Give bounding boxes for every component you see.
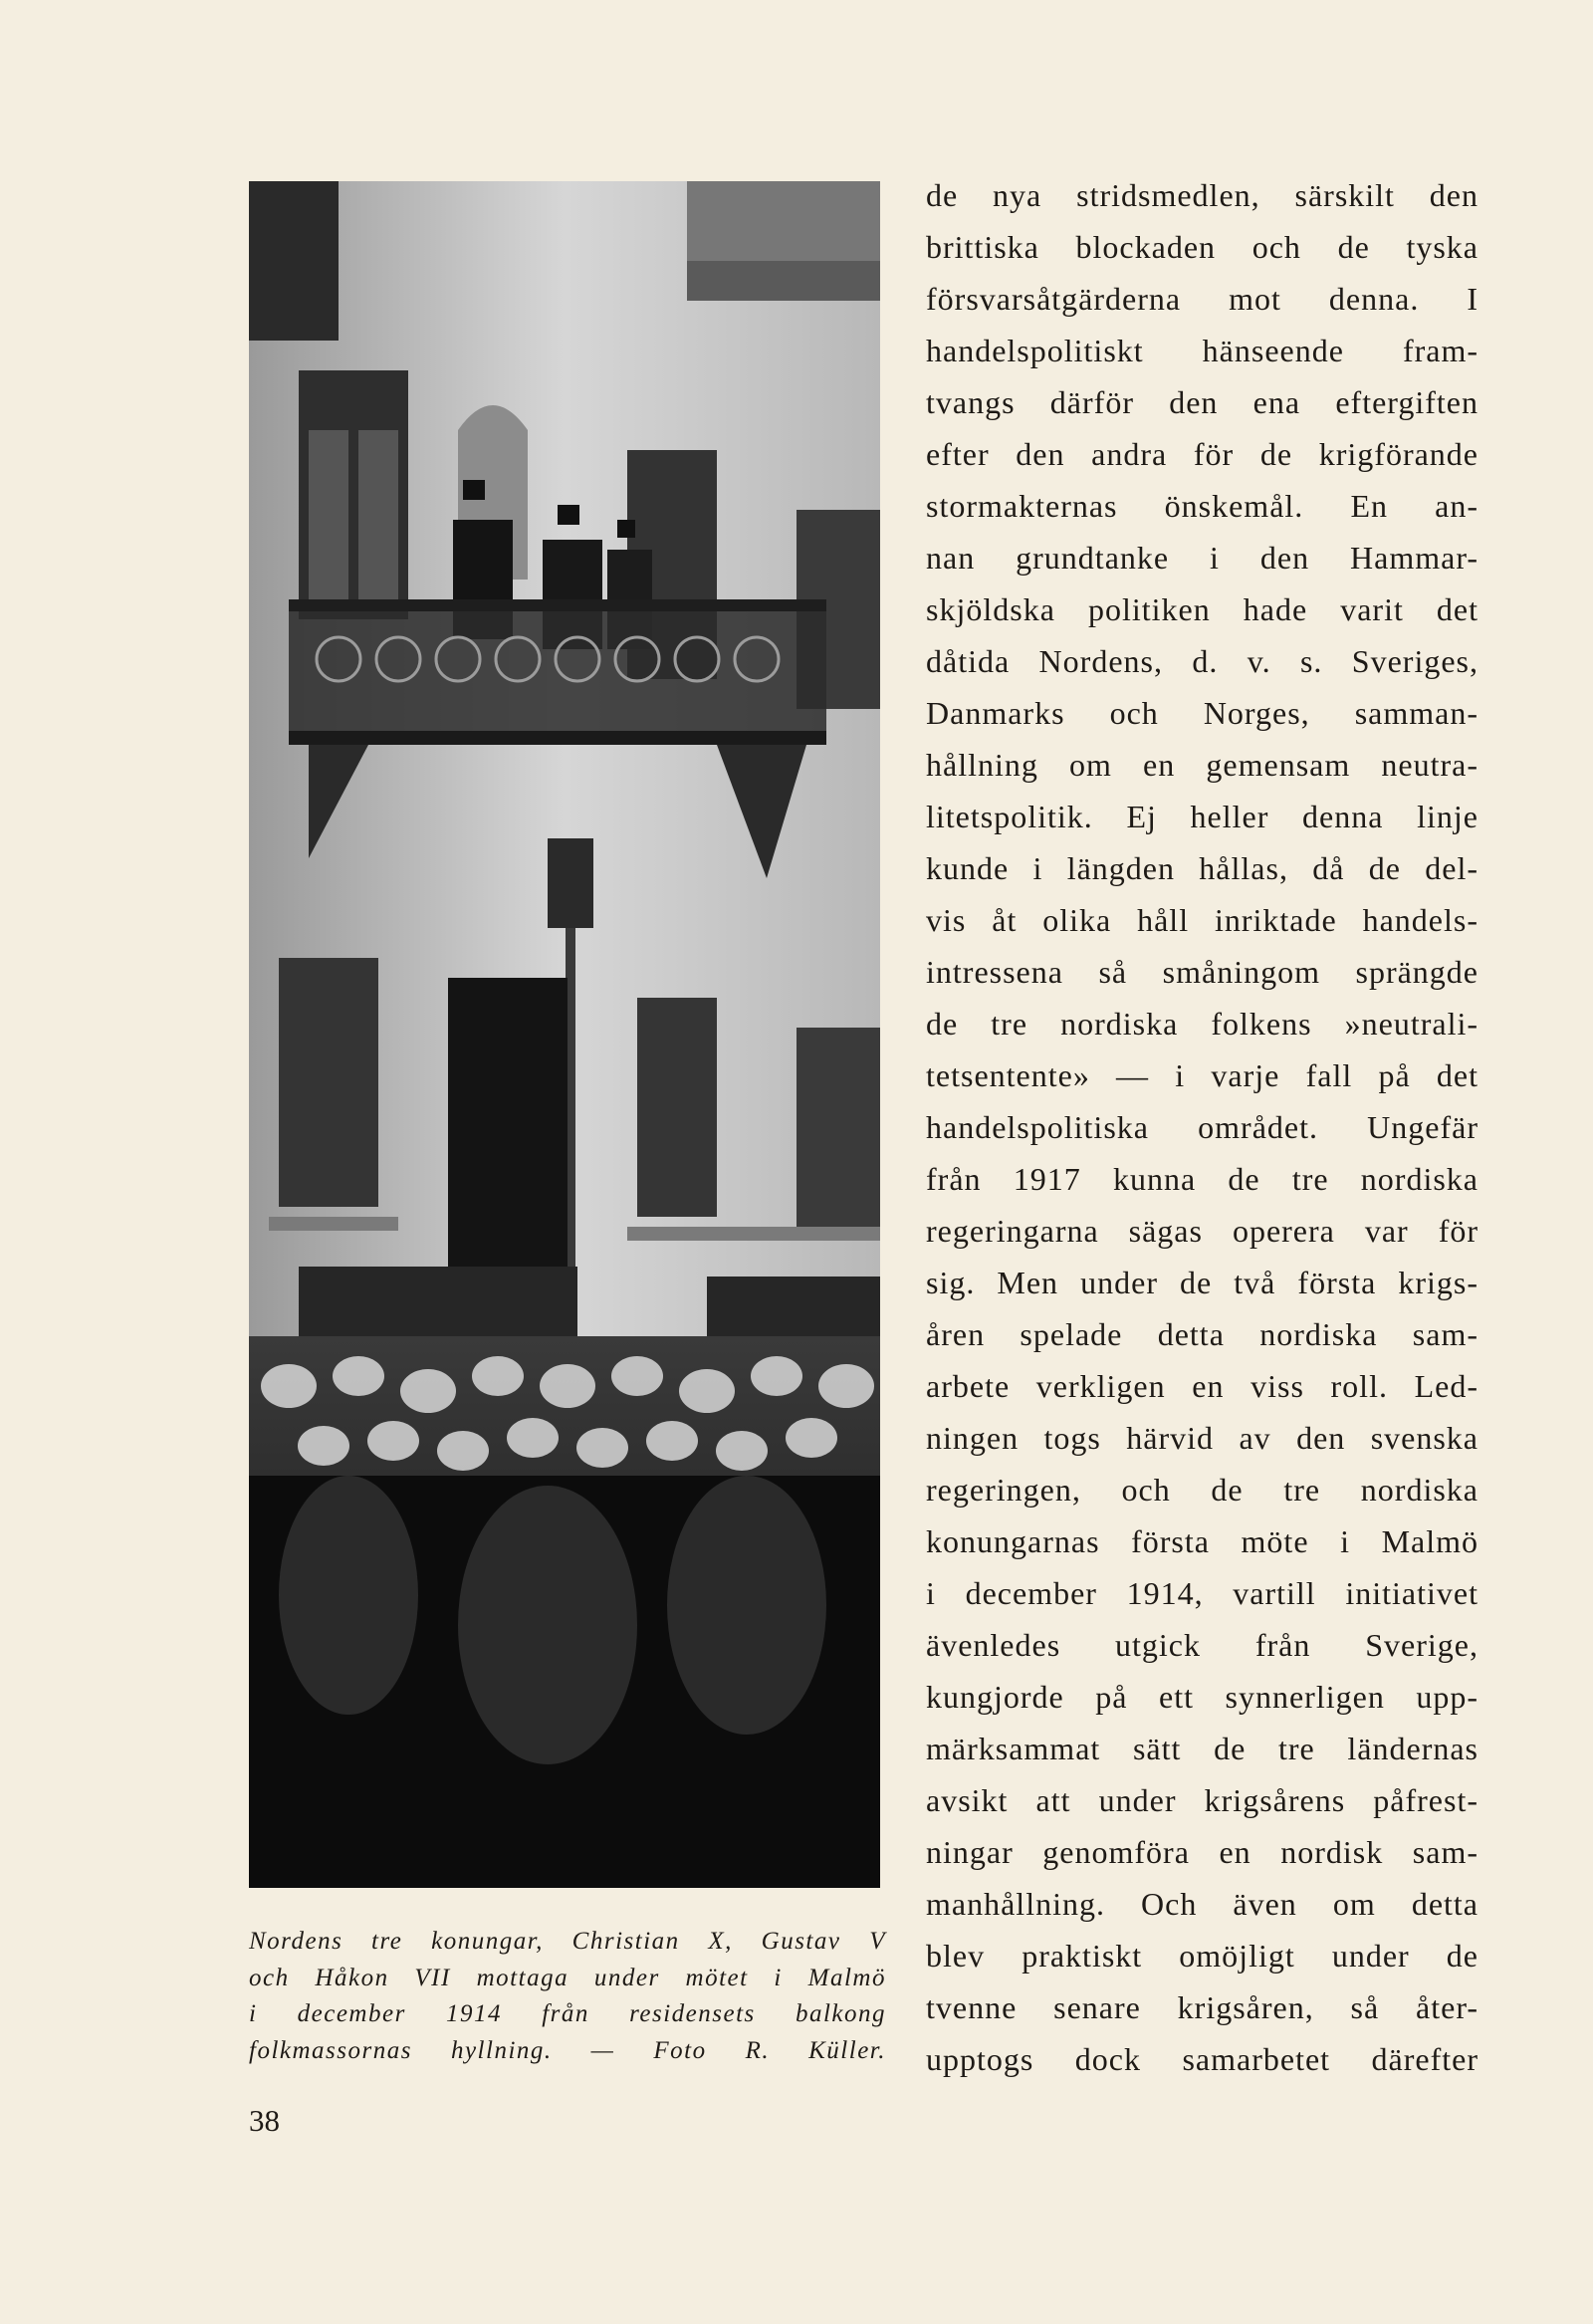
body-line: märksammat sätt de tre ländernas [926, 1731, 1479, 1766]
body-line: tvangs därför den ena eftergiften [926, 384, 1479, 420]
body-line: efter den andra för de krigförande [926, 436, 1479, 472]
body-line: arbete verkligen en viss roll. Led- [926, 1368, 1479, 1404]
body-line: sig. Men under de två första krigs- [926, 1265, 1479, 1300]
body-line: tetsentente» — i varje fall på det [926, 1057, 1479, 1093]
body-line: stormakternas önskemål. En an- [926, 488, 1479, 524]
body-line: regeringarna sägas operera var för [926, 1213, 1479, 1249]
page-number: 38 [249, 2103, 280, 2138]
body-line: tvenne senare krigsåren, så åter- [926, 1989, 1479, 2025]
body-line: skjöldska politiken hade varit det [926, 591, 1479, 627]
body-line: vis åt olika håll inriktade handels- [926, 902, 1479, 938]
body-line: blev praktiskt omöjligt under de [926, 1938, 1479, 1974]
body-line: avsikt att under krigsårens påfrest- [926, 1782, 1479, 1818]
body-line: ävenledes utgick från Sverige, [926, 1627, 1479, 1663]
body-line: handelspolitiskt hänseende fram- [926, 333, 1479, 368]
body-line: ningar genomföra en nordisk sam- [926, 1834, 1479, 1870]
body-line: manhållning. Och även om detta [926, 1886, 1479, 1922]
caption-line: och Håkon VII mottaga under mötet i Malmö [249, 1964, 886, 1991]
body-line: Danmarks och Norges, samman- [926, 695, 1479, 731]
body-line: dåtida Nordens, d. v. s. Sveriges, [926, 643, 1479, 679]
body-line: intressena så småningom sprängde [926, 954, 1479, 990]
historical-photo [249, 181, 880, 1888]
body-line: litetspolitik. Ej heller denna linje [926, 799, 1479, 834]
body-line: ningen togs härvid av den svenska [926, 1420, 1479, 1456]
body-line: upptogs dock samarbetet därefter [926, 2041, 1479, 2077]
photo-caption [249, 1924, 886, 2069]
caption-line: i december 1914 från residensets balkong [249, 2000, 886, 2027]
caption-line: Nordens tre konungar, Christian X, Gustav V [249, 1928, 886, 1955]
body-line: i december 1914, vartill initiativet [926, 1575, 1479, 1611]
body-line: hållning om en gemensam neutra- [926, 747, 1479, 783]
body-line: kunde i längden hållas, då de del- [926, 850, 1479, 886]
body-line: handelspolitiska området. Ungefär [926, 1109, 1479, 1145]
body-line: regeringen, och de tre nordiska [926, 1472, 1479, 1508]
body-line: kungjorde på ett synnerligen upp- [926, 1679, 1479, 1715]
body-text [926, 169, 1479, 2085]
body-line: konungarnas första möte i Malmö [926, 1523, 1479, 1559]
photo-balcony-crowd-icon [249, 181, 880, 1888]
body-line: de tre nordiska folkens »neutrali- [926, 1006, 1479, 1042]
body-line: försvarsåtgärderna mot denna. I [926, 281, 1479, 317]
caption-line: folkmassornas hyllning. — Foto R. Küller. [249, 2036, 886, 2064]
body-line: de nya stridsmedlen, särskilt den [926, 177, 1479, 213]
body-line: från 1917 kunna de tre nordiska [926, 1161, 1479, 1197]
body-line: åren spelade detta nordiska sam- [926, 1316, 1479, 1352]
body-line: nan grundtanke i den Hammar- [926, 540, 1479, 576]
body-line: brittiska blockaden och de tyska [926, 229, 1479, 265]
